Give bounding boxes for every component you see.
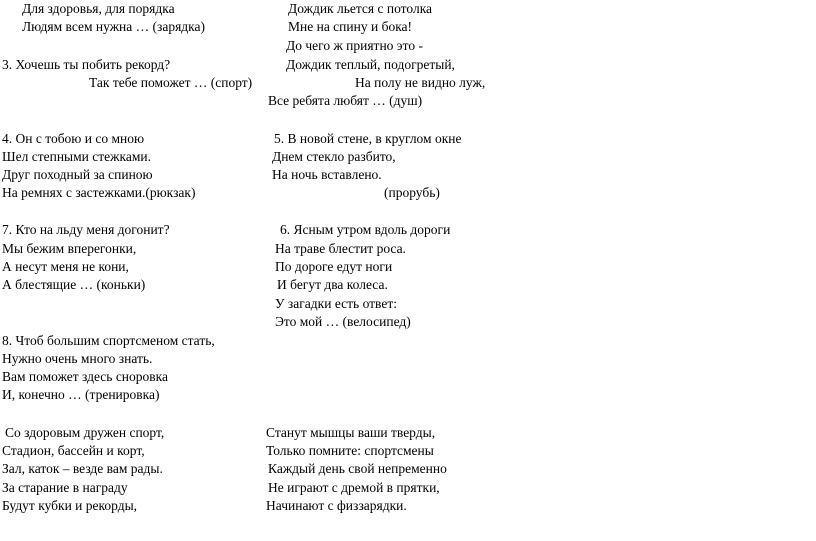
line-10: Мы бежим вперегонки, (2, 241, 137, 256)
line-4: Так тебе поможет … (спорт) (89, 75, 253, 90)
line-40: Каждый день свой непременно (268, 461, 447, 476)
line-15: Вам поможет здесь сноровка (2, 369, 169, 384)
line-23: Мне на спину и бока! (288, 19, 413, 34)
line-29: Днем стекло разбито, (272, 149, 396, 164)
line-14: Нужно очень много знать. (2, 351, 153, 366)
line-8: На ремнях с застежками.(рюкзак) (2, 185, 196, 200)
line-28: 5. В новой стене, в круглом окне (274, 131, 462, 146)
line-17: Со здоровым дружен спорт, (5, 425, 165, 440)
line-1: Для здоровья, для порядка (22, 1, 175, 16)
line-24: До чего ж приятно это - (286, 38, 423, 53)
line-16: И, конечно … (тренировка) (2, 387, 160, 402)
line-37: Это мой … (велосипед) (275, 314, 411, 329)
line-7: Друг походный за спиною (2, 167, 153, 182)
line-26: На полу не видно луж, (355, 75, 486, 90)
line-41: Не играют с дремой в прятки, (268, 480, 440, 495)
line-39: Только помните: спортсмены (266, 443, 434, 458)
line-19: Зал, каток – везде вам рады. (2, 461, 163, 476)
line-25: Дождик теплый, подогретый, (286, 57, 455, 72)
line-9: 7. Кто на льду меня догонит? (2, 222, 170, 237)
line-30: На ночь вставлено. (272, 167, 382, 182)
line-42: Начинают с физзарядки. (266, 498, 407, 513)
line-6: Шел степными стежками. (2, 149, 151, 164)
line-31: (прорубь) (384, 185, 440, 200)
line-5: 4. Он с тобою и со мною (2, 131, 145, 146)
line-36: У загадки есть ответ: (275, 296, 397, 311)
line-11: А несут меня не кони, (2, 259, 129, 274)
line-35: И бегут два колеса. (277, 277, 388, 292)
line-38: Станут мышцы ваши тверды, (266, 425, 436, 440)
line-32: 6. Ясным утром вдоль дороги (280, 222, 451, 237)
line-13: 8. Чтоб большим спортсменом стать, (2, 333, 215, 348)
line-20: За старание в награду (2, 480, 128, 495)
line-22: Дождик льется с потолка (288, 1, 433, 16)
line-12: А блестящие … (коньки) (2, 277, 146, 292)
line-34: По дороге едут ноги (275, 259, 393, 274)
line-18: Стадион, бассейн и корт, (2, 443, 145, 458)
line-33: На траве блестит роса. (275, 241, 406, 256)
line-27: Все ребята любят … (душ) (268, 93, 423, 108)
line-21: Будут кубки и рекорды, (2, 498, 138, 513)
line-3: 3. Хочешь ты побить рекорд? (2, 57, 171, 72)
line-2: Людям всем нужна … (зарядка) (22, 19, 205, 34)
